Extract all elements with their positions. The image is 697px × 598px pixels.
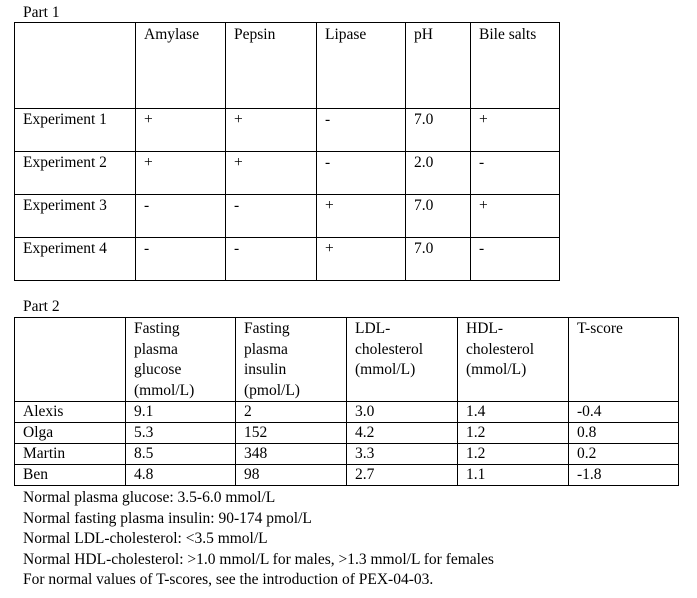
row-label: Alexis: [15, 402, 126, 423]
header-cell-hdl: [458, 318, 569, 402]
header-cell-glucose: [126, 318, 236, 402]
table-cell: 1.1: [458, 465, 569, 486]
part1-header-row: [15, 23, 560, 109]
header-cell-lipase: Lipase: [317, 23, 406, 109]
table-cell: 2: [236, 402, 347, 423]
header-cell: [15, 23, 136, 109]
header-line: glucose: [134, 361, 182, 378]
note-hdl: Normal HDL-cholesterol: >1.0 mmol/L for males, >1.3 mmol/L for females: [23, 550, 494, 568]
table-row: [15, 152, 560, 195]
part2-header-row: [15, 318, 679, 402]
table-cell: -: [136, 195, 226, 238]
header-line: (mmol/L): [466, 361, 527, 378]
table-cell: 3.0: [347, 402, 458, 423]
part1-title: Part 1: [23, 4, 60, 21]
row-label: Experiment 3: [15, 195, 136, 238]
table-cell: -: [226, 195, 317, 238]
table-cell: 4.2: [347, 423, 458, 444]
header-line: Fasting: [244, 320, 290, 337]
header-line: T-score: [577, 320, 623, 337]
table-cell: 0.8: [569, 423, 679, 444]
note-insulin: Normal fasting plasma insulin: 90-174 pmol/L: [23, 509, 312, 527]
table-cell: -0.4: [569, 402, 679, 423]
table-cell: 7.0: [406, 238, 471, 281]
note-t-score: For normal values of T-scores, see the introduction of PEX-04-03.: [23, 571, 434, 588]
table-cell: -: [226, 238, 317, 281]
header-line: (pmol/L): [244, 381, 300, 399]
table-cell: 3.3: [347, 444, 458, 465]
table-cell: 0.2: [569, 444, 679, 465]
row-label: Martin: [15, 444, 126, 465]
row-label: Ben: [15, 465, 126, 486]
table-cell: -: [136, 238, 226, 281]
table-row: [15, 465, 679, 486]
table-cell: +: [471, 109, 560, 152]
header-line: LDL-: [355, 320, 391, 337]
header-line: (mmol/L): [134, 381, 195, 399]
header-line: cholesterol: [466, 340, 535, 358]
header-cell-amylase: Amylase: [136, 23, 226, 109]
table-cell: 4.8: [126, 465, 236, 486]
table-cell: 8.5: [126, 444, 236, 465]
table-cell: 2.7: [347, 465, 458, 486]
header-line: plasma: [134, 340, 178, 358]
header-cell-ldl: [347, 318, 458, 402]
table-cell: 348: [236, 444, 347, 465]
row-label: Experiment 1: [15, 109, 136, 152]
table-cell: +: [471, 195, 560, 238]
note-ldl: Normal LDL-cholesterol: <3.5 mmol/L: [23, 530, 268, 547]
row-label: Olga: [15, 423, 126, 444]
reference-notes: [23, 488, 494, 591]
header-line: (mmol/L): [355, 361, 416, 378]
table-cell: -: [317, 109, 406, 152]
table-cell: +: [226, 109, 317, 152]
header-line: cholesterol: [355, 340, 424, 358]
header-line: plasma: [244, 340, 288, 358]
header-cell-bile-salts: Bile salts: [471, 23, 560, 109]
table-row: [15, 402, 679, 423]
table-cell: +: [317, 195, 406, 238]
table-row: [15, 109, 560, 152]
part2-table: [14, 317, 679, 486]
table-row: [15, 444, 679, 465]
header-cell-insulin: [236, 318, 347, 402]
table-row: [15, 423, 679, 444]
table-cell: +: [226, 152, 317, 195]
table-cell: 2.0: [406, 152, 471, 195]
part1-table: [14, 22, 560, 281]
table-cell: +: [136, 152, 226, 195]
table-cell: -1.8: [569, 465, 679, 486]
row-label: Experiment 2: [15, 152, 136, 195]
table-cell: -: [471, 152, 560, 195]
table-cell: -: [317, 152, 406, 195]
header-line: Fasting: [134, 320, 180, 337]
header-cell-t-score: [569, 318, 679, 402]
table-cell: 7.0: [406, 109, 471, 152]
table-cell: -: [471, 238, 560, 281]
part2-title: Part 2: [23, 298, 60, 315]
note-glucose: Normal plasma glucose: 3.5-6.0 mmol/L: [23, 489, 276, 506]
table-cell: 7.0: [406, 195, 471, 238]
header-line: HDL-: [466, 320, 504, 337]
header-line: insulin: [244, 361, 287, 378]
header-cell-ph: pH: [406, 23, 471, 109]
table-cell: 1.2: [458, 444, 569, 465]
header-cell-pepsin: Pepsin: [226, 23, 317, 109]
table-cell: 1.4: [458, 402, 569, 423]
table-cell: 98: [236, 465, 347, 486]
row-label: Experiment 4: [15, 238, 136, 281]
table-cell: 1.2: [458, 423, 569, 444]
table-cell: 9.1: [126, 402, 236, 423]
header-cell: [15, 318, 126, 402]
table-row: [15, 238, 560, 281]
table-cell: +: [136, 109, 226, 152]
table-cell: 152: [236, 423, 347, 444]
table-row: [15, 195, 560, 238]
table-cell: 5.3: [126, 423, 236, 444]
table-cell: +: [317, 238, 406, 281]
